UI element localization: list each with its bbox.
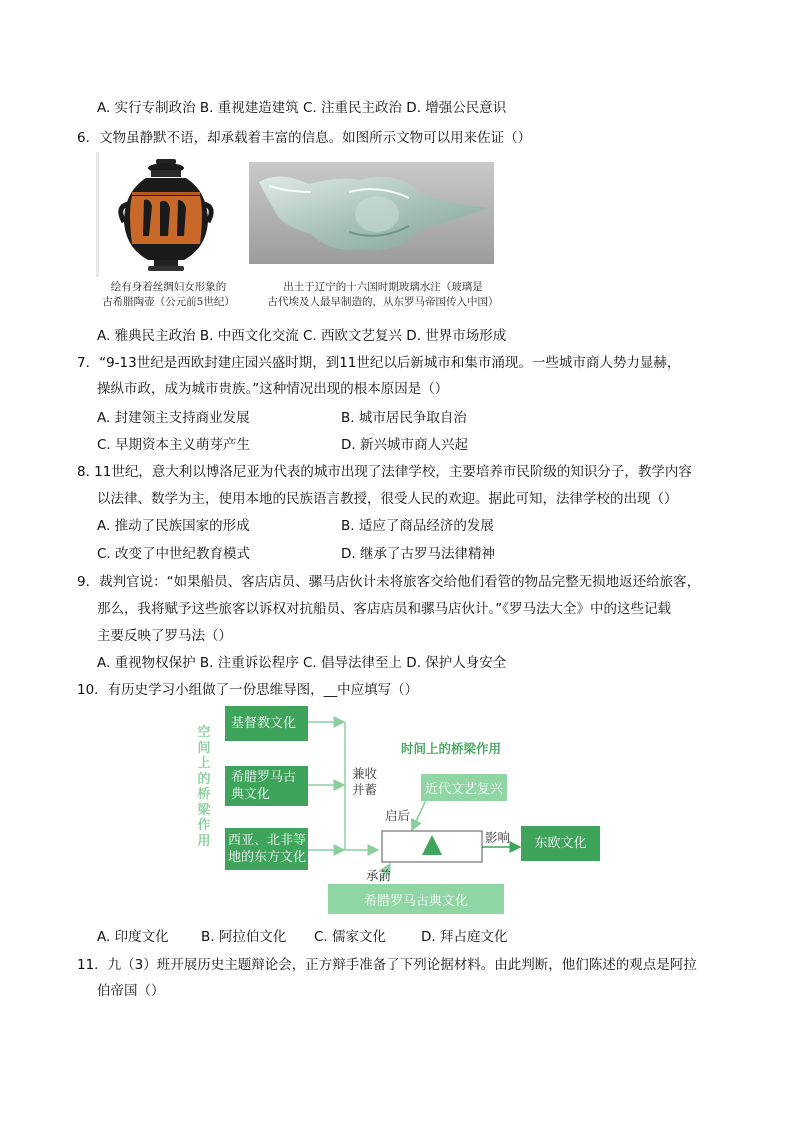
greek-vase-image	[96, 152, 241, 277]
q8-option-a: A. 推动了民族国家的形成	[97, 518, 250, 534]
q10-option-d: D. 拜占庭文化	[421, 929, 508, 945]
inherit-label: 承前	[366, 868, 392, 883]
q11-stem-line1: 11．九（3）班开展历史主题辩论会，正方辩手准备了下列论据材料。由此判断，他们陈述的观点是阿拉	[77, 957, 697, 973]
q8-stem-line2: 以法律、数学为主，使用本地的民族语言教授，很受人民的欢迎。据此可知，法律学校的出现（）	[97, 491, 678, 507]
absorb-label-line1: 兼收	[352, 766, 378, 781]
q6-stem: 6．文物虽静默不语，却承载着丰富的信息。如图所示文物可以用来佐证（）	[77, 130, 532, 146]
glass-caption-line2: 古代埃及人最早制造的，从东罗马帝国传入中国）	[267, 296, 499, 308]
q10-stem: 10．有历史学习小组做了一份思维导图，__中应填写（）	[77, 682, 419, 698]
temporal-bridge-label: 时间上的桥梁作用	[401, 741, 502, 756]
q8-stem-line1: 8. 11世纪，意大利以博洛尼亚为代表的城市出现了法律学校，主要培养市民阶级的知识分子，教学内容	[77, 464, 692, 480]
box-eastern-culture-line1: 西亚、北非等	[228, 833, 307, 848]
box-greco-roman-line2: 典文化	[231, 787, 271, 802]
q7-option-a: A. 封建领主支持商业发展	[97, 410, 250, 426]
box-greco-roman	[225, 766, 308, 806]
spatial-bridge-label: 空间上的桥梁作用	[197, 725, 211, 849]
q9-options: A. 重视物权保护 B. 注重诉讼程序 C. 倡导法律至上 D. 保护人身安全	[97, 655, 507, 671]
box-eastern-culture-line2: 地的东方文化	[228, 850, 307, 865]
glass-caption-line1: 出土于辽宁的十六国时期玻璃水注（玻璃是	[283, 281, 483, 293]
q11-stem-line2: 伯帝国（）	[97, 983, 165, 999]
vase-caption	[96, 280, 241, 310]
q9-stem-line2: 那么，我将赋予这些旅客以诉权对抗船员、客店店员和骡马店伙计。”《罗马法大全》中的这些记载	[97, 601, 671, 617]
q10-option-c: C. 儒家文化	[314, 929, 387, 945]
box-christian-culture: 基督教文化	[225, 706, 308, 741]
box-eastern-culture	[225, 828, 308, 870]
q5-options: A. 实行专制政治 B. 重视建造建筑 C. 注重民主政治 D. 增强公民意识	[97, 100, 507, 116]
q8-option-b: B. 适应了商品经济的发展	[341, 518, 494, 534]
q10-option-a: A. 印度文化	[97, 929, 169, 945]
box-classical-culture: 希腊罗马古典文化	[328, 884, 504, 914]
box-greco-roman-line1: 希腊罗马古	[231, 770, 297, 785]
inspire-label: 启后	[385, 808, 411, 823]
q6-options: A. 雅典民主政治 B. 中西文化交流 C. 西欧文艺复兴 D. 世界市场形成	[97, 328, 507, 344]
box-east-europe: 东欧文化	[521, 826, 600, 861]
box-renaissance: 近代文艺复兴	[421, 774, 507, 801]
q7-option-c: C. 早期资本主义萌芽产生	[97, 437, 251, 453]
vase-caption-line2: 古希腊陶壶（公元前5世纪）	[102, 296, 235, 308]
vase-caption-line1: 绘有身着丝绸妇女形象的	[110, 281, 227, 293]
q7-stem-line2: 操纵市政，成为城市贵族。”这种情况出现的根本原因是（）	[97, 381, 449, 397]
q8-option-c: C. 改变了中世纪教育模式	[97, 546, 251, 562]
absorb-label-line2: 并蓄	[352, 782, 378, 797]
influence-label: 影响	[485, 830, 511, 845]
glass-caption	[249, 280, 517, 310]
q7-option-d: D. 新兴城市商人兴起	[341, 437, 468, 453]
q9-stem-line3: 主要反映了罗马法（）	[97, 628, 232, 644]
glass-vessel-image	[249, 162, 494, 264]
q9-stem-line1: 9．裁判官说：“如果船员、客店店员、骡马店伙计未将旅客交给他们看管的物品完整无损地返还给旅客，	[77, 574, 701, 590]
q7-option-b: B. 城市居民争取自治	[341, 410, 467, 426]
q10-option-b: B. 阿拉伯文化	[201, 929, 287, 945]
absorb-label	[352, 766, 377, 798]
q8-option-d: D. 继承了古罗马法律精神	[341, 546, 495, 562]
q7-stem-line1: 7．“9-13世纪是西欧封建庄园兴盛时期，到11世纪以后新城市和集市涌现。一些城市商人势力显赫，	[77, 355, 681, 371]
